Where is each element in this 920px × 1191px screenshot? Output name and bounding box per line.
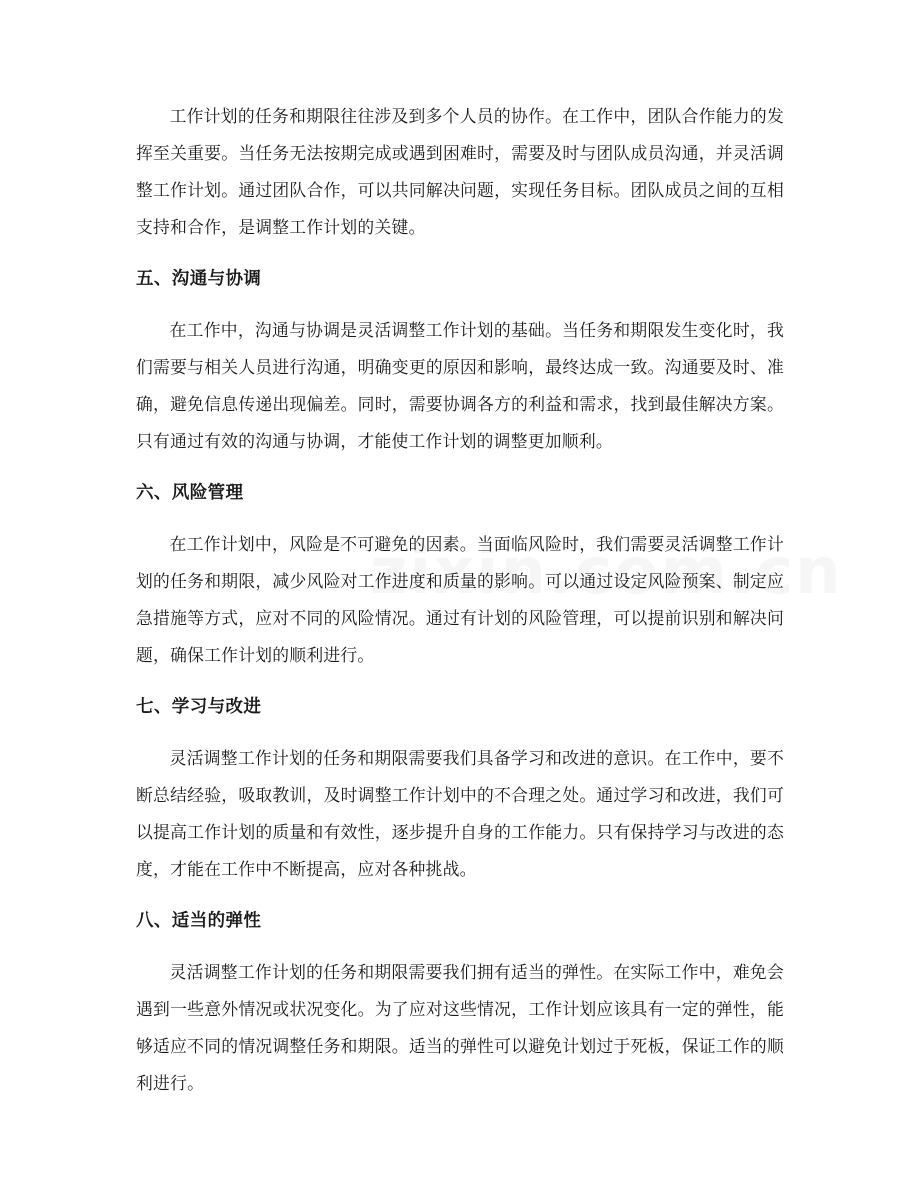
section-paragraph-learning: 灵活调整工作计划的任务和期限需要我们具备学习和改进的意识。在工作中，要不断总结经验，吸取教训，及时调整工作计划中的不合理之处。通过学习和改进，我们可以提高工作计划的质量和有效性，逐步提升自身的工作能力。只有保持学习与改进的态度，才能在工作中不断提高，应对各种挑战。 [136, 748, 784, 879]
document-page [136, 98, 784, 1102]
section-heading-communication: 五、沟通与协调 [136, 269, 262, 289]
section-heading-risk: 六、风险管理 [136, 483, 244, 503]
intro-paragraph: 工作计划的任务和期限往往涉及到多个人员的协作。在工作中，团队合作能力的发挥至关重要。当任务无法按期完成或遇到困难时，需要及时与团队成员沟通，并灵活调整工作计划。通过团队合作，可以共同解决问题，实现任务目标。团队成员之间的互相支持和合作，是调整工作计划的关键。 [136, 106, 784, 237]
section-heading-flexibility: 八、适当的弹性 [136, 911, 262, 931]
section-paragraph-flexibility: 灵活调整工作计划的任务和期限需要我们拥有适当的弹性。在实际工作中，难免会遇到一些意外情况或状况变化。为了应对这些情况，工作计划应该具有一定的弹性，能够适应不同的情况调整任务和期限。适当的弹性可以避免计划过于死板，保证工作的顺利进行。 [136, 962, 784, 1093]
section-paragraph-communication: 在工作中，沟通与协调是灵活调整工作计划的基础。当任务和期限发生变化时，我们需要与相关人员进行沟通，明确变更的原因和影响，最终达成一致。沟通要及时、准确，避免信息传递出现偏差。同时，需要协调各方的利益和需求，找到最佳解决方案。只有通过有效的沟通与协调，才能使工作计划的调整更加顺利。 [136, 320, 784, 451]
section-paragraph-risk: 在工作计划中，风险是不可避免的因素。当面临风险时，我们需要灵活调整工作计划的任务和期限，减少风险对工作进度和质量的影响。可以通过设定风险预案、制定应急措施等方式，应对不同的风险情况。通过有计划的风险管理，可以提前识别和解决问题，确保工作计划的顺利进行。 [136, 534, 784, 665]
section-heading-learning: 七、学习与改进 [136, 697, 262, 717]
